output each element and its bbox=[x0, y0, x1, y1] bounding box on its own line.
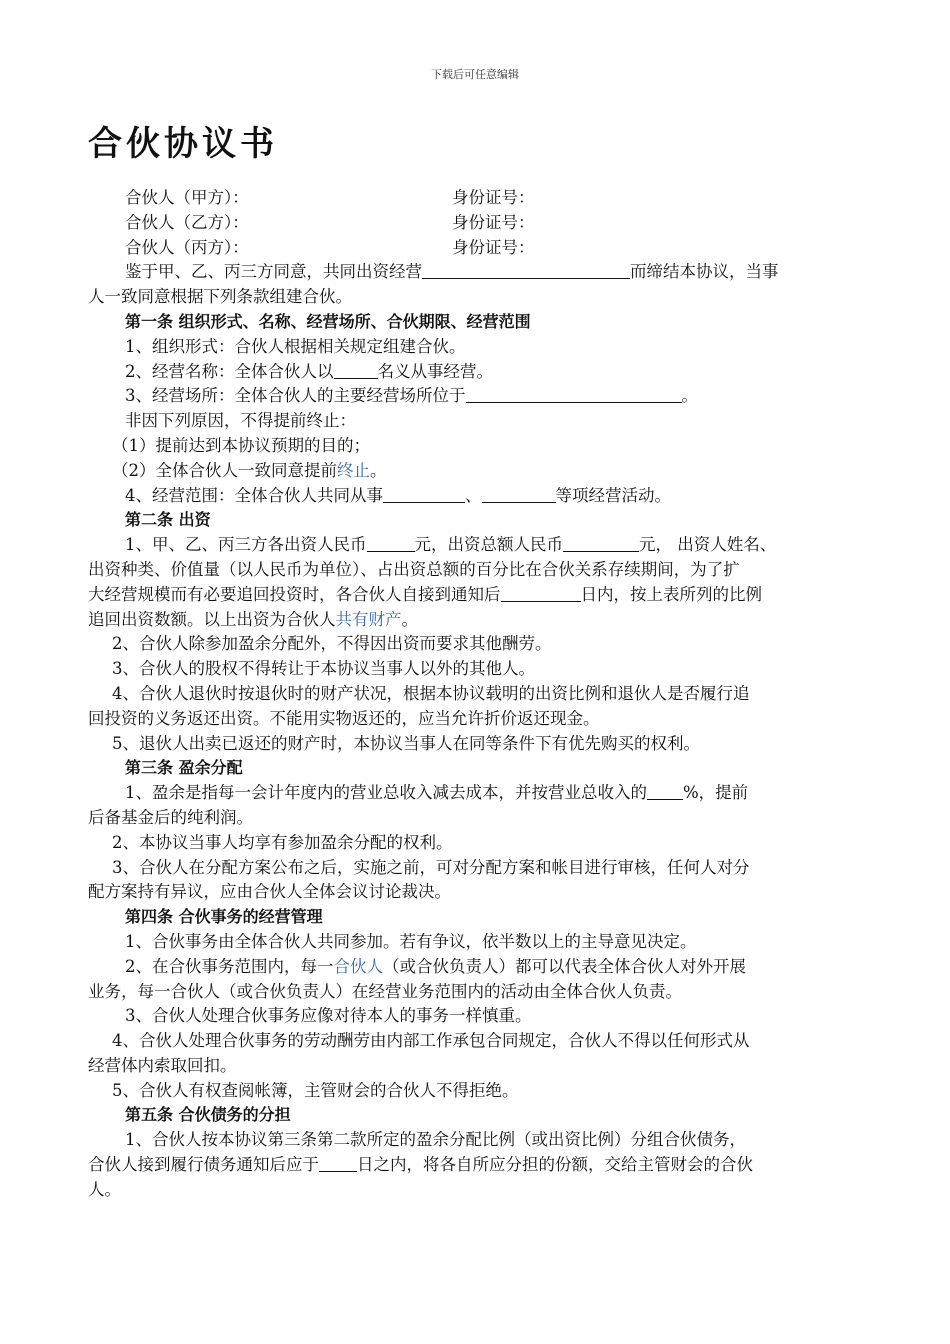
party-label: 合伙人（丙方）： bbox=[125, 237, 249, 257]
partner-link[interactable]: 合伙人 bbox=[333, 956, 383, 976]
clause: 出资种类、价值量（以人民币为单位）、占出资总额的百分比在合伙关系存续期间，为了扩 bbox=[88, 559, 740, 579]
blank-field[interactable] bbox=[422, 262, 630, 279]
clause: 4、合伙人退伙时按退伙时的财产状况，根据本协议载明的出资比例和退伙人是否履行追 bbox=[112, 683, 750, 703]
clause-text: 等项经营活动。 bbox=[555, 485, 671, 505]
document-title: 合伙协议书 bbox=[88, 124, 278, 164]
party-row bbox=[88, 236, 863, 261]
clause bbox=[88, 608, 863, 633]
clause: 后备基金后的纯利润。 bbox=[88, 807, 253, 827]
clause-text: 元， 出资人姓名、 bbox=[639, 535, 777, 555]
clause bbox=[88, 955, 863, 980]
clause: 3、合伙人的股权不得转让于本协议当事人以外的其他人。 bbox=[112, 659, 535, 679]
common-property-link[interactable]: 共有财产 bbox=[335, 609, 402, 629]
page-header: 下载后可任意编辑 bbox=[431, 68, 519, 81]
clause: 非因下列原因，不得提前终止： bbox=[125, 411, 356, 431]
clause-text: 日之内，将各自所应分担的份额，交给主管财会的合伙 bbox=[357, 1155, 753, 1175]
clause: 人。 bbox=[88, 1179, 121, 1199]
clause bbox=[88, 360, 863, 385]
party-row bbox=[88, 211, 863, 236]
clause bbox=[88, 583, 863, 608]
clause: 2、合伙人除参加盈余分配外，不得因出资而要求其他酬劳。 bbox=[112, 634, 552, 654]
section-heading: 第四条 合伙事务的经营管理 bbox=[125, 907, 323, 927]
clause-text: 。 bbox=[681, 386, 698, 406]
clause: 1、合伙人按本协议第三条第二款所定的盈余分配比例（或出资比例）分组合伙债务， bbox=[125, 1130, 746, 1150]
clause: 配方案持有异议，应由合伙人全体会议讨论裁决。 bbox=[88, 882, 451, 902]
blank-field[interactable] bbox=[466, 386, 682, 403]
clause: （1）提前达到本协议预期的目的； bbox=[112, 435, 370, 455]
clause: 经营体内索取回扣。 bbox=[88, 1055, 237, 1075]
section-heading: 第三条 盈余分配 bbox=[125, 758, 243, 778]
intro-line: 人一致同意根据下列条款组建合伙。 bbox=[88, 287, 352, 307]
clause: 3、合伙人处理合伙事务应像对待本人的事务一样慎重。 bbox=[125, 1006, 532, 1026]
clause-text: （或合伙负责人）都可以代表全体合伙人对外开展 bbox=[383, 956, 746, 976]
clause bbox=[88, 459, 863, 484]
clause-text: 1、甲、乙、丙三方各出资人民币 bbox=[125, 535, 367, 555]
clause-text: 大经营规模而有必要追回投资时，各合伙人自接到通知后 bbox=[88, 584, 501, 604]
clause: 3、合伙人在分配方案公布之后，实施之前，可对分配方案和帐目进行审核，任何人对分 bbox=[112, 857, 750, 877]
termination-link[interactable]: 终止 bbox=[337, 460, 370, 480]
clause bbox=[88, 384, 863, 409]
clause-text: 3、经营场所：全体合伙人的主要经营场所位于 bbox=[125, 386, 466, 406]
section-heading: 第五条 合伙债务的分担 bbox=[125, 1105, 291, 1125]
section-heading: 第二条 出资 bbox=[125, 510, 211, 530]
clause-text: 4、经营范围：全体合伙人共同从事 bbox=[125, 485, 383, 505]
clause: 1、组织形式：合伙人根据相关规定组建合伙。 bbox=[125, 336, 466, 356]
party-row bbox=[88, 186, 863, 211]
clause-text: 2、经营名称：全体合伙人以 bbox=[125, 361, 334, 381]
blank-field[interactable] bbox=[647, 783, 683, 800]
clause-text: 。 bbox=[401, 609, 418, 629]
blank-field[interactable] bbox=[383, 486, 465, 503]
clause bbox=[88, 484, 863, 509]
clause: 4、合伙人处理合伙事务的劳动酬劳由内部工作承包合同规定，合伙人不得以任何形式从 bbox=[112, 1031, 750, 1051]
party-label: 合伙人（甲方）： bbox=[125, 188, 249, 207]
blank-field[interactable] bbox=[367, 535, 415, 552]
clause-text: 名义从事经营。 bbox=[377, 361, 493, 381]
clause bbox=[88, 533, 863, 558]
clause: 5、合伙人有权查阅帐簿，主管财会的合伙人不得拒绝。 bbox=[112, 1080, 519, 1100]
clause-text: %，提前 bbox=[683, 783, 749, 803]
intro-text: 鉴于甲、乙、丙三方同意，共同出资经营 bbox=[125, 262, 422, 282]
clause-text: （2）全体合伙人一致同意提前 bbox=[112, 460, 337, 480]
clause-text: 1、盈余是指每一会计年度内的营业总收入减去成本，并按营业总收入的 bbox=[125, 783, 647, 803]
id-label: 身份证号： bbox=[452, 237, 535, 257]
clause: 1、合伙事务由全体合伙人共同参加。若有争议，依半数以上的主导意见决定。 bbox=[125, 931, 697, 951]
intro-line bbox=[88, 260, 863, 285]
party-label: 合伙人（乙方）： bbox=[125, 212, 249, 232]
blank-field[interactable] bbox=[563, 535, 639, 552]
blank-field[interactable] bbox=[334, 362, 378, 379]
section-heading: 第一条 组织形式、名称、经营场所、合伙期限、经营范围 bbox=[125, 311, 531, 331]
clause: 回投资的义务返还出资。不能用实物返还的，应当允许折价返还现金。 bbox=[88, 708, 600, 728]
clause: 2、本协议当事人均享有参加盈余分配的权利。 bbox=[112, 832, 453, 852]
clause-text: 2、在合伙事务范围内，每一 bbox=[125, 956, 334, 976]
clause bbox=[88, 781, 863, 806]
blank-field[interactable] bbox=[501, 585, 581, 602]
id-label: 身份证号： bbox=[452, 188, 535, 207]
clause bbox=[88, 1153, 863, 1178]
clause: 业务，每一合伙人（或合伙负责人）在经营业务范围内的活动由全体合伙人负责。 bbox=[88, 981, 682, 1001]
clause-text: 。 bbox=[370, 460, 387, 480]
clause-text: 追回出资数额。以上出资为合伙人 bbox=[88, 609, 336, 629]
blank-field[interactable] bbox=[319, 1155, 357, 1172]
clause-text: 日内，按上表所列的比例 bbox=[580, 584, 762, 604]
clause-text: 元，出资总额人民币 bbox=[414, 535, 563, 555]
blank-field[interactable] bbox=[482, 486, 556, 503]
document-body bbox=[88, 186, 863, 1203]
intro-text: 而缔结本协议，当事 bbox=[630, 262, 779, 282]
id-label: 身份证号： bbox=[452, 212, 535, 232]
clause-text: 合伙人接到履行债务通知后应于 bbox=[88, 1155, 319, 1175]
clause: 5、退伙人出卖已返还的财产时，本协议当事人在同等条件下有优先购买的权利。 bbox=[112, 733, 700, 753]
clause-text: 、 bbox=[465, 485, 482, 505]
